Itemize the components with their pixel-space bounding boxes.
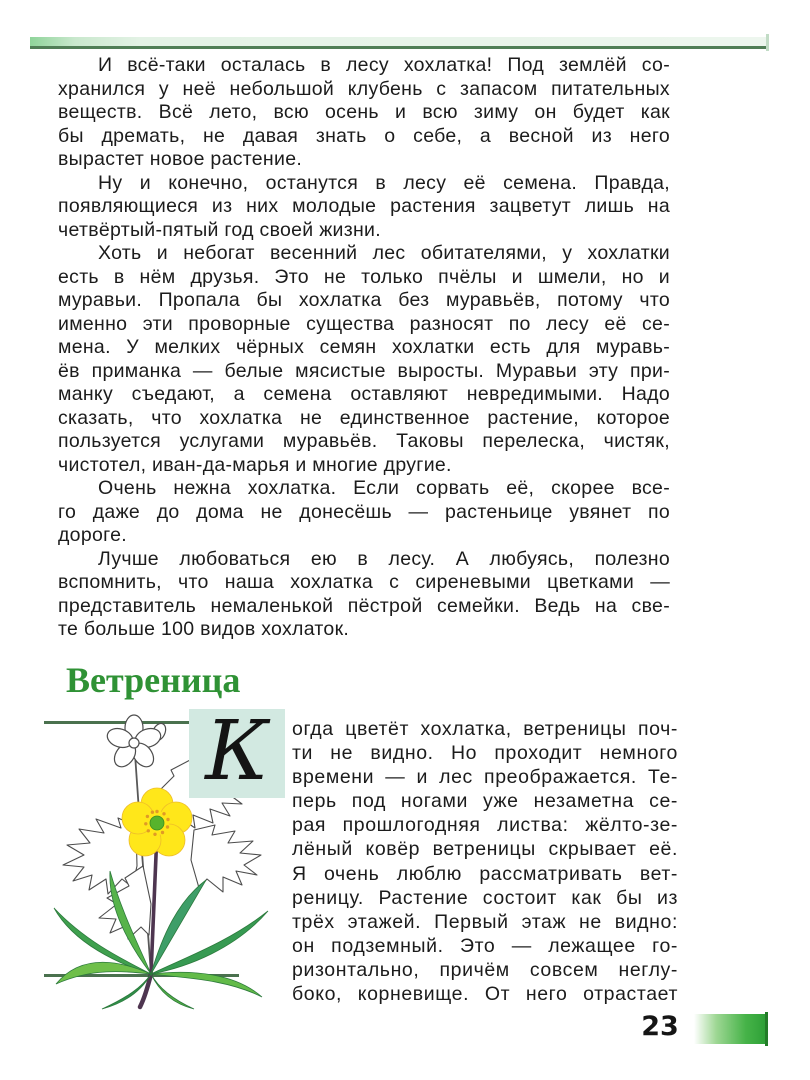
text-line: рая прошлогодняя листва: жёлто-зе- — [292, 814, 678, 837]
rosette-leaves — [54, 871, 268, 1009]
text-line: сказать, что хохлатка не единственное растение, которое — [58, 406, 670, 429]
text-line: бы дремать, не давая знать о себе, а весной из него — [58, 124, 670, 147]
text-line: ризонтально, причём совсем неглу- — [292, 958, 678, 981]
text-line: Очень нежна хохлатка. Если сорвать её, скорее все- — [98, 477, 670, 499]
text-line: ти не видно. Но проходит немного — [292, 742, 678, 765]
text-line: времени — и лес преображается. Те- — [292, 766, 678, 789]
dropcap-letter: К — [189, 709, 285, 798]
text-line: чистотел, иван-да-марья и многие другие. — [58, 453, 452, 476]
text-line: мена. У мелких чёрных семян хохлатки есть для муравь- — [58, 336, 670, 358]
text-line: именно эти проворные существа разносят по лесу её се- — [58, 312, 670, 335]
text-line: И всё-таки осталась в лесу хохлатка! Под землёй со- — [98, 54, 670, 76]
text-line: представитель немаленькой пёстрой семейки. Ведь на све- — [58, 594, 670, 617]
text-line: Я очень люблю рассматривать вет- — [292, 862, 678, 885]
paragraph — [58, 172, 670, 243]
text-line: Ну и конечно, останутся в лесу её семена. Правда, — [98, 171, 670, 194]
text-line: перь под ногами уже незаметна се- — [292, 790, 678, 813]
text-line: го даже до дома не донесёшь — растеньице увянет по — [58, 500, 670, 523]
section-heading: Ветреница — [66, 660, 241, 700]
footer-decorative-bar — [694, 1014, 768, 1044]
text-line: четвёртый-пятый год своей жизни. — [58, 218, 381, 241]
text-line: он подземный. Это — лежащее го- — [292, 934, 678, 957]
text-line: дороге. — [58, 524, 127, 546]
page-number: 23 — [641, 1011, 679, 1042]
text-line: вырастет новое растение. — [58, 148, 303, 170]
text-line: трёх этажей. Первый этаж не видно: — [292, 910, 678, 933]
text-line: Хоть и небогат весенний лес обитателями, у хохлатки — [98, 242, 670, 264]
text-line: появляющиеся из них молодые растения зацветут лишь на — [58, 195, 670, 217]
outline-flower — [105, 715, 168, 771]
text-line: реницу. Растение состоит как бы из — [292, 886, 678, 909]
text-line: лёный ковёр ветреницы скрывает её. — [292, 838, 678, 861]
text-line: ёв приманка — белые мясистые выросты. Муравьи эту при- — [58, 359, 670, 382]
article-text-block — [58, 54, 670, 642]
text-line: боко, корневище. От него отрастает — [292, 983, 678, 1006]
text-line: вспомнить, что наша хохлатка с сиреневыми цветками — — [58, 571, 670, 593]
text-line: веществ. Всё лето, всю осень и всю зиму он будет как — [58, 101, 670, 123]
text-line: пользуется услугами муравьёв. Таковы перелеска, чистяк, — [58, 430, 670, 452]
top-decorative-rule — [30, 37, 767, 49]
text-line: те больше 100 видов хохлаток. — [58, 618, 350, 640]
text-line: огда цветёт хохлатка, ветреницы поч- — [292, 718, 678, 740]
text-line: хранился у неё небольшой клубень с запасом питательных — [58, 77, 670, 100]
paragraph — [58, 54, 670, 172]
section-text-column — [292, 717, 678, 1006]
paragraph — [58, 548, 670, 642]
text-line: муравьи. Пропала бы хохлатка без муравьёв, потому что — [58, 289, 670, 311]
text-line: Лучше любоваться ею в лесу. А любуясь, полезно — [98, 547, 670, 570]
text-line: есть в нём друзья. Это не только пчёлы и шмели, но и — [58, 265, 670, 288]
paragraph — [58, 242, 670, 477]
paragraph — [58, 477, 670, 548]
text-line: манку съедают, а семена оставляют невредимыми. Надо — [58, 383, 670, 405]
